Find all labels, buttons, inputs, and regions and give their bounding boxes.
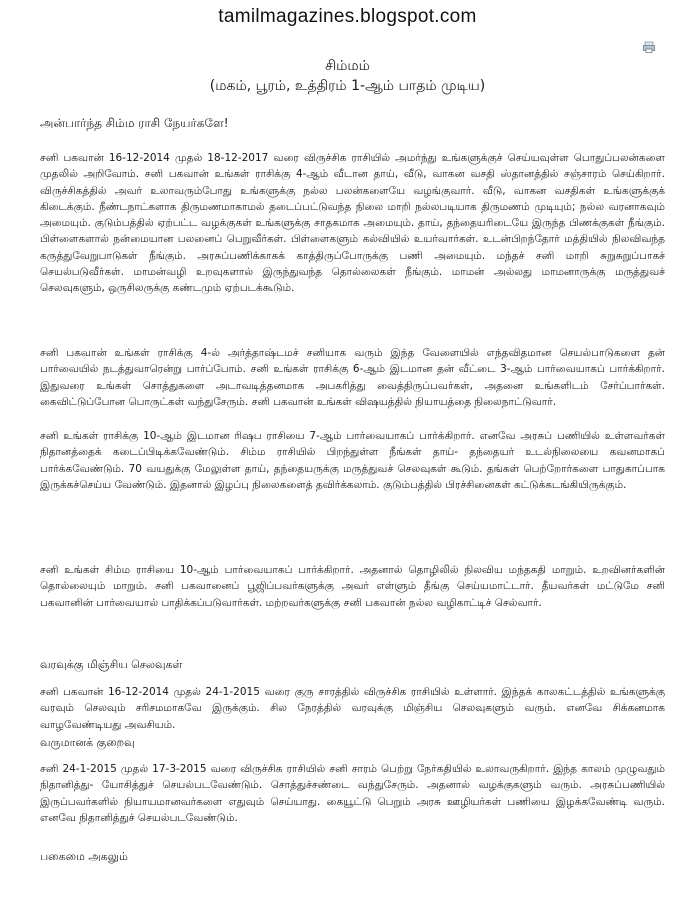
paragraph-general-results: சனி பகவான் 16-12-2014 முதல் 18-12-2017 வரை விருச்சிக ராசியில் அமர்ந்து உங்களுக்குச் செய்யவுள்ள பொதுப்பலன்களை முதலில் அறிவோம். சனி பகவான் உங்கள் ராசிக்கு 4-ஆம் வீடான தாய், வீடு, வாகன வசதி ஸ்தானத்தில் சஞ்சாரம் செய்கிறார். விருச்சிகத்தில் அவர் உலாவரும்போது உங்களுக்கு நல்ல பலன்களையே வழங்குவார். வீடு, வாகன வசதிகள் உங்களுக்குக் கிடைக்கும். நீண்டநாட்களாக திருமணமாகாமல் தடைப்பட்டுவந்த நிலை மாறி நல்லபடியாக திருமணம் முடியும்; நல்ல வரனாகவும் அமையும். குடும்பத்தில் ஏற்பட்ட வழக்குகள் உங்களுக்கு சாதகமாக அமையும். தாய், தந்தையரிடையே இருந்த பிணக்குகள் நீங்கும். பிள்ளைகளால் நன்மையான பலனைப் பெறுவீர்கள். பிள்ளைகளும் கல்வியில் உயர்வார்கள். உடன்பிறந்தோர் மத்தியில் நிலவிவந்த கருத்துவேறுபாடுகள் நீங்கும். அரசுப்பணிக்காகக் காத்திருப்போருக்கு பணி அமையும். மந்தச் சனி மாறி சுறுசுறுப்பாகச் செயல்படுவீர்கள். மாமன்வழி உறவுகளால் இருந்துவந்த தொல்லைகள் நீங்கும். மாமன் அல்லது மாமனாருக்கு மருத்துவச் செலவுகளும், ஒருசிலருக்கு கண்டமும் ஏற்படக்கூடும். — [40, 152, 665, 295]
section-heading-expenses: வரவுக்கு மிஞ்சிய செலவுகள் — [40, 658, 183, 671]
paragraph-income: சனி 24-1-2015 முதல் 17-3-2015 வரை விருச்சிக ராசியில் சனி சாரம் பெற்று நேர்கதியில் உலாவருகிறார். இந்த காலம் முழுவதும் நிதானித்து- யோசித்துச் செயல்படவேண்டும். சொத்துச்சண்டை வந்துசேரும். அதனால் வழக்குகளும் வரும். அரசுப்பணியில் இருப்பவர்களில் நியாயமானவர்களை எதுவும் செய்யாது. கையூட்டு பெறும் அரசு ஊழியர்கள் பணியை இழக்கவேண்டி வரும். எனவே நிதானித்துச் செயல்படவேண்டும். — [40, 763, 665, 824]
print-icon[interactable] — [643, 41, 655, 53]
section-heading-enmity: பகைமை அகலும் — [40, 850, 128, 863]
paragraph-third-aspect: சனி பகவான் உங்கள் ராசிக்கு 4-ல் அர்த்தாஷ்டமச் சனியாக வரும் இந்த வேளையில் எந்தவிதமான செயல்பாடுகளை தன் பார்வையில் நடத்துவாரென்று பார்ப்போம். சனி உங்கள் ராசிக்கு 6-ஆம் இடமான தன் வீட்டை 3-ஆம் பார்வையாகப் பார்க்கிறார். இதுவரை உங்கள் சொத்துகளை அடாவடித்தனமாக அபகரித்து வைத்திருப்பவர்கள், அதனை உங்களிடம் சேர்ப்பார்கள். கைவிட்டுப்போன பொருட்கள் வந்துசேரும். சனி பகவான் உங்கள் விஷயத்தில் நியாயத்தை நிலைநாட்டுவார். — [40, 347, 665, 408]
paragraph-seventh-aspect: சனி உங்கள் ராசிக்கு 10-ஆம் இடமான ரிஷப ராசியை 7-ஆம் பார்வையாகப் பார்க்கிறார். எனவே அரசுப் பணியில் உள்ளவர்கள் நிதானத்தைக் கடைப்பிடிக்கவேண்டும். சிம்ம ராசியில் பிறந்துள்ள நீங்கள் தாய்- தந்தையர் உடல்நிலையை கவனமாகப் பார்க்கவேண்டும். 70 வயதுக்கு மேலுள்ள தாய், தந்தையருக்கு மருத்துவச் செலவுகள் கூடும். தங்கள் பெற்றோர்களை பாதுகாப்பாக இருக்கச்செய்ய வேண்டும். இதனால் இழப்பு நிலைகளைத் தவிர்க்கலாம். குடும்பத்தில் பிரச்சினைகள் கட்டுக்கடங்கியிருக்கும். — [40, 430, 665, 491]
site-header: tamilmagazines.blogspot.com — [218, 6, 477, 27]
greeting: அன்பார்ந்த சிம்ம ராசி நேயர்களே! — [40, 116, 229, 130]
section-heading-income: வருமானக் குறைவு — [40, 736, 135, 749]
document-subtitle: (மகம், பூரம், உத்திரம் 1-ஆம் பாதம் முடிய) — [209, 78, 486, 94]
paragraph-tenth-aspect: சனி உங்கள் சிம்ம ராசியை 10-ஆம் பார்வையாகப் பார்க்கிறார். அதனால் தொழிலில் நிலவிய மந்தகதி மாறும். உறவினர்களின் தொல்லையும் மாறும். சனி பகவானைப் பூஜிப்பவர்களுக்கு அவர் எள்ளும் தீங்கு செய்யமாட்டார். தீயவர்கள் மட்டுமே சனி பகவானின் பார்வையால் பாதிக்கப்படுவார்கள். மற்றவர்களுக்கு சனி பகவான் நல்ல வழிகாட்டிச் செல்வார். — [40, 564, 665, 609]
paragraph-expenses: சனி பகவான் 16-12-2014 முதல் 24-1-2015 வரை குரு சாரத்தில் விருச்சிக ராசியில் உள்ளார். இந்தக் காலகட்டத்தில் உங்களுக்கு வரவும் செலவும் சரிசமமாகவே இருக்கும். சில நேரத்தில் வரவுக்கு மிஞ்சிய செலவுகளும் வரும். எனவே சிக்கனமாக வாழவேண்டியது அவசியம். — [40, 686, 665, 731]
document-title: சிம்மம் — [325, 58, 370, 74]
